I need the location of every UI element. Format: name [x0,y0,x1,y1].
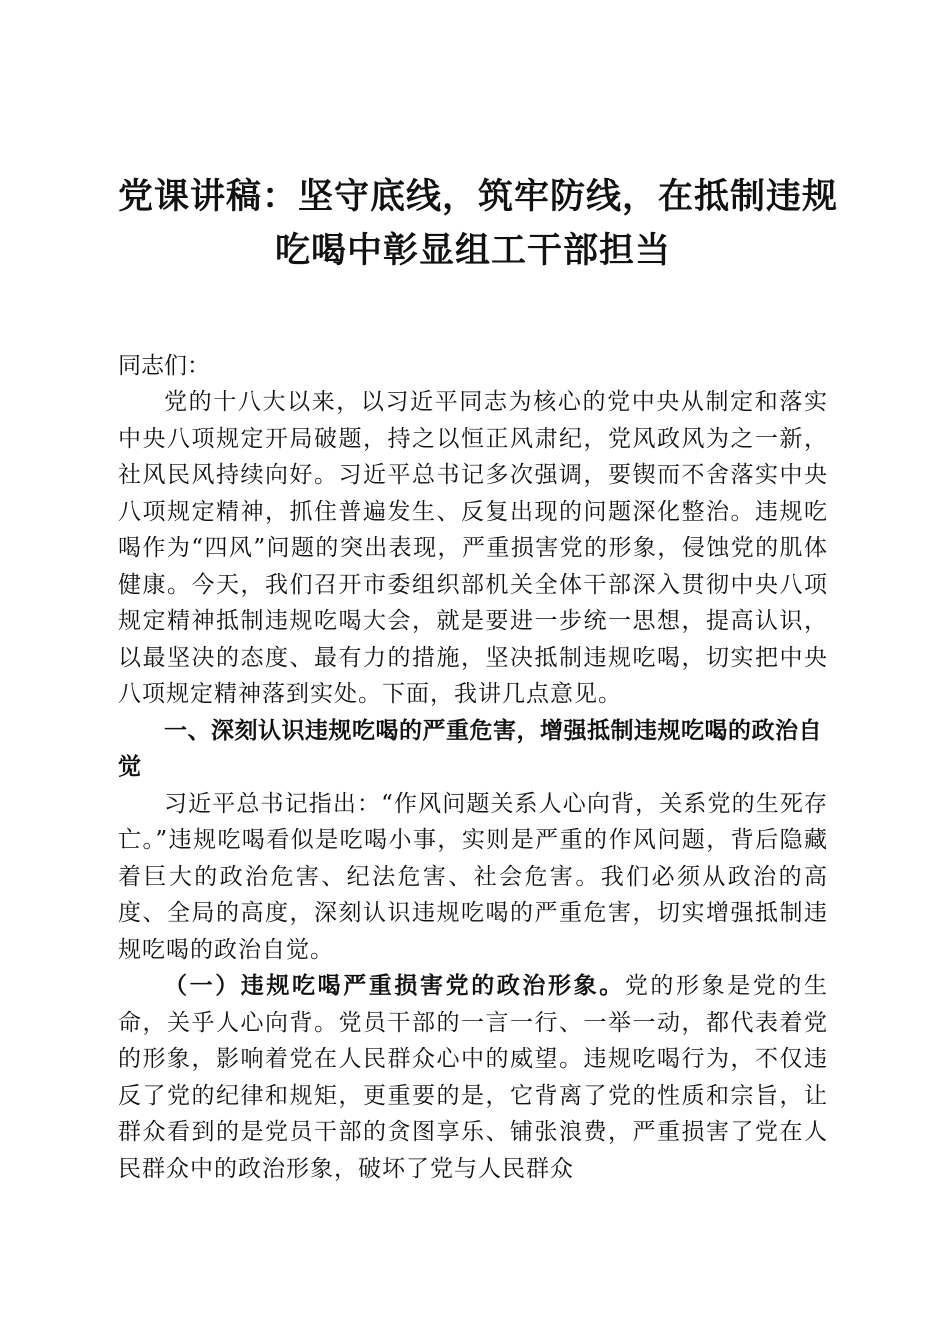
document-page [118,170,839,1187]
document-title [118,170,839,278]
subsection-1-paragraph [118,968,828,1187]
section-1-heading: 一、深刻认识违规吃喝的严重危害，增强抵制违规吃喝的政治自觉 [118,717,822,780]
intro-paragraph: 党的十八大以来，以习近平同志为核心的党中央从制定和落实中央八项规定开局破题，持之以恒正风肃纪，党风政风为之一新，社风民风持续向好。习近平总书记多次强调，要锲而不舍落实中央八项规定精神，抓住普遍发生、反复出现的问题深化整治。违规吃喝作为“四风”问题的突出表现，严重损害党的形象，侵蚀党的肌体健康。今天，我们召开市委组织部机关全体干部深入贯彻中央八项规定精神抵制违规吃喝大会，就是要进一步统一思想，提高认识，以最坚决的态度、最有力的措施，坚决抵制违规吃喝，切实把中央八项规定精神落到实处。下面，我讲几点意见。 [118,389,828,707]
section-1-paragraph: 习近平总书记指出：“作风问题关系人心向背，关系党的生死存亡。”违规吃喝看似是吃喝小事，实则是严重的作风问题，背后隐藏着巨大的政治危害、纪法危害、社会危害。我们必须从政治的高度、全局的高度，深刻认识违规吃喝的严重危害，切实增强抵制违规吃喝的政治自觉。 [118,790,828,963]
title-line-2: 吃喝中彰显组工干部担当 [274,231,671,271]
salutation: 同志们： [118,353,210,379]
subsection-1-body: 党的形象是党的生命，关乎人心向背。党员干部的一言一行、一举一动，都代表着党的形象，影响着党在人民群众心中的威望。违规吃喝行为，不仅违反了党的纪律和规矩，更重要的是，它背离了党的性质和宗旨，让群众看到的是党员干部的贪图享乐、铺张浪费，严重损害了党在人民群众中的政治形象，破坏了党与人民群众 [118,973,829,1182]
title-line-1: 党课讲稿：坚守底线，筑牢防线，在抵制违规 [118,177,839,217]
subsection-1-heading: （一）违规吃喝严重损害党的政治形象。 [164,972,625,999]
